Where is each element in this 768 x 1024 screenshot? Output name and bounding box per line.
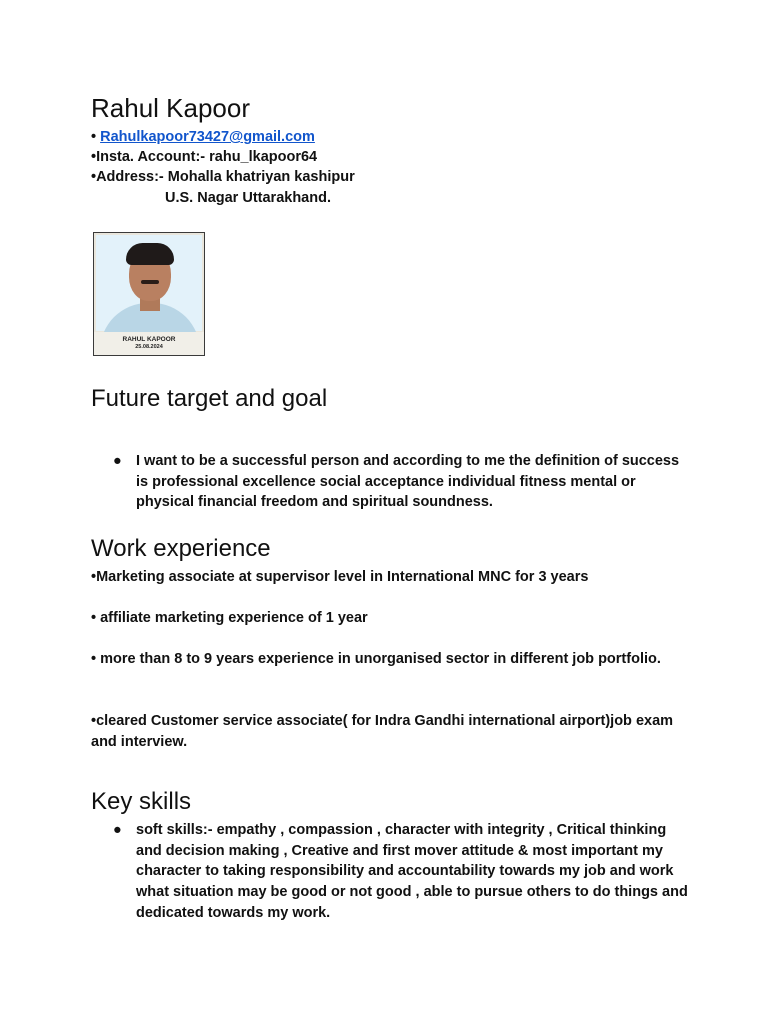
photo-hair	[126, 243, 174, 265]
section-title-goal: Future target and goal	[91, 385, 328, 412]
bullet-icon: ●	[113, 822, 122, 838]
section-title-skills: Key skills	[91, 788, 192, 815]
photo-caption	[94, 332, 204, 356]
photo-caption-date: 25.08.2024	[135, 344, 163, 350]
photo-caption-name: RAHUL KAPOOR	[122, 336, 176, 343]
skills-bullet-item	[91, 820, 691, 924]
profile-photo	[93, 232, 205, 356]
work-item-4: •cleared Customer service associate( for Indra Gandhi international airport)job exam and interview.	[91, 713, 674, 750]
email-line	[91, 127, 315, 147]
work-item-1: •Marketing associate at supervisor level in International MNC for 3 years	[91, 569, 589, 585]
skills-text: soft skills:- empathy , compassion , character with integrity , Critical thinking and decision making , Creative and first mover attitude & most important my character to taking responsibility and accountability towards my job and work what situation may be good or not good , able to pursue others to do things and dedicated towards my work.	[136, 822, 688, 921]
address-line-2: U.S. Nagar Uttarakhand.	[165, 190, 331, 206]
email-bullet: •	[91, 129, 101, 145]
goal-text: I want to be a successful person and according to me the definition of success is professional excellence social acceptance individual fitness mental or physical financial freedom and spiritual soundness.	[136, 453, 680, 511]
bullet-icon: ●	[113, 453, 122, 469]
email-link[interactable]: Rahulkapoor73427@gmail.com	[100, 129, 315, 145]
instagram-line: •Insta. Account:- rahu_lkapoor64	[91, 149, 318, 165]
section-title-work: Work experience	[91, 535, 271, 562]
work-item-3: • more than 8 to 9 years experience in unorganised sector in different job portfolio.	[91, 651, 661, 667]
photo-moustache	[141, 280, 159, 284]
goal-bullet-item	[91, 451, 681, 513]
address-line-1: •Address:- Mohalla khatriyan kashipur	[91, 169, 355, 185]
work-item-2: • affiliate marketing experience of 1 year	[91, 610, 368, 626]
resume-name: Rahul Kapoor	[91, 93, 250, 123]
